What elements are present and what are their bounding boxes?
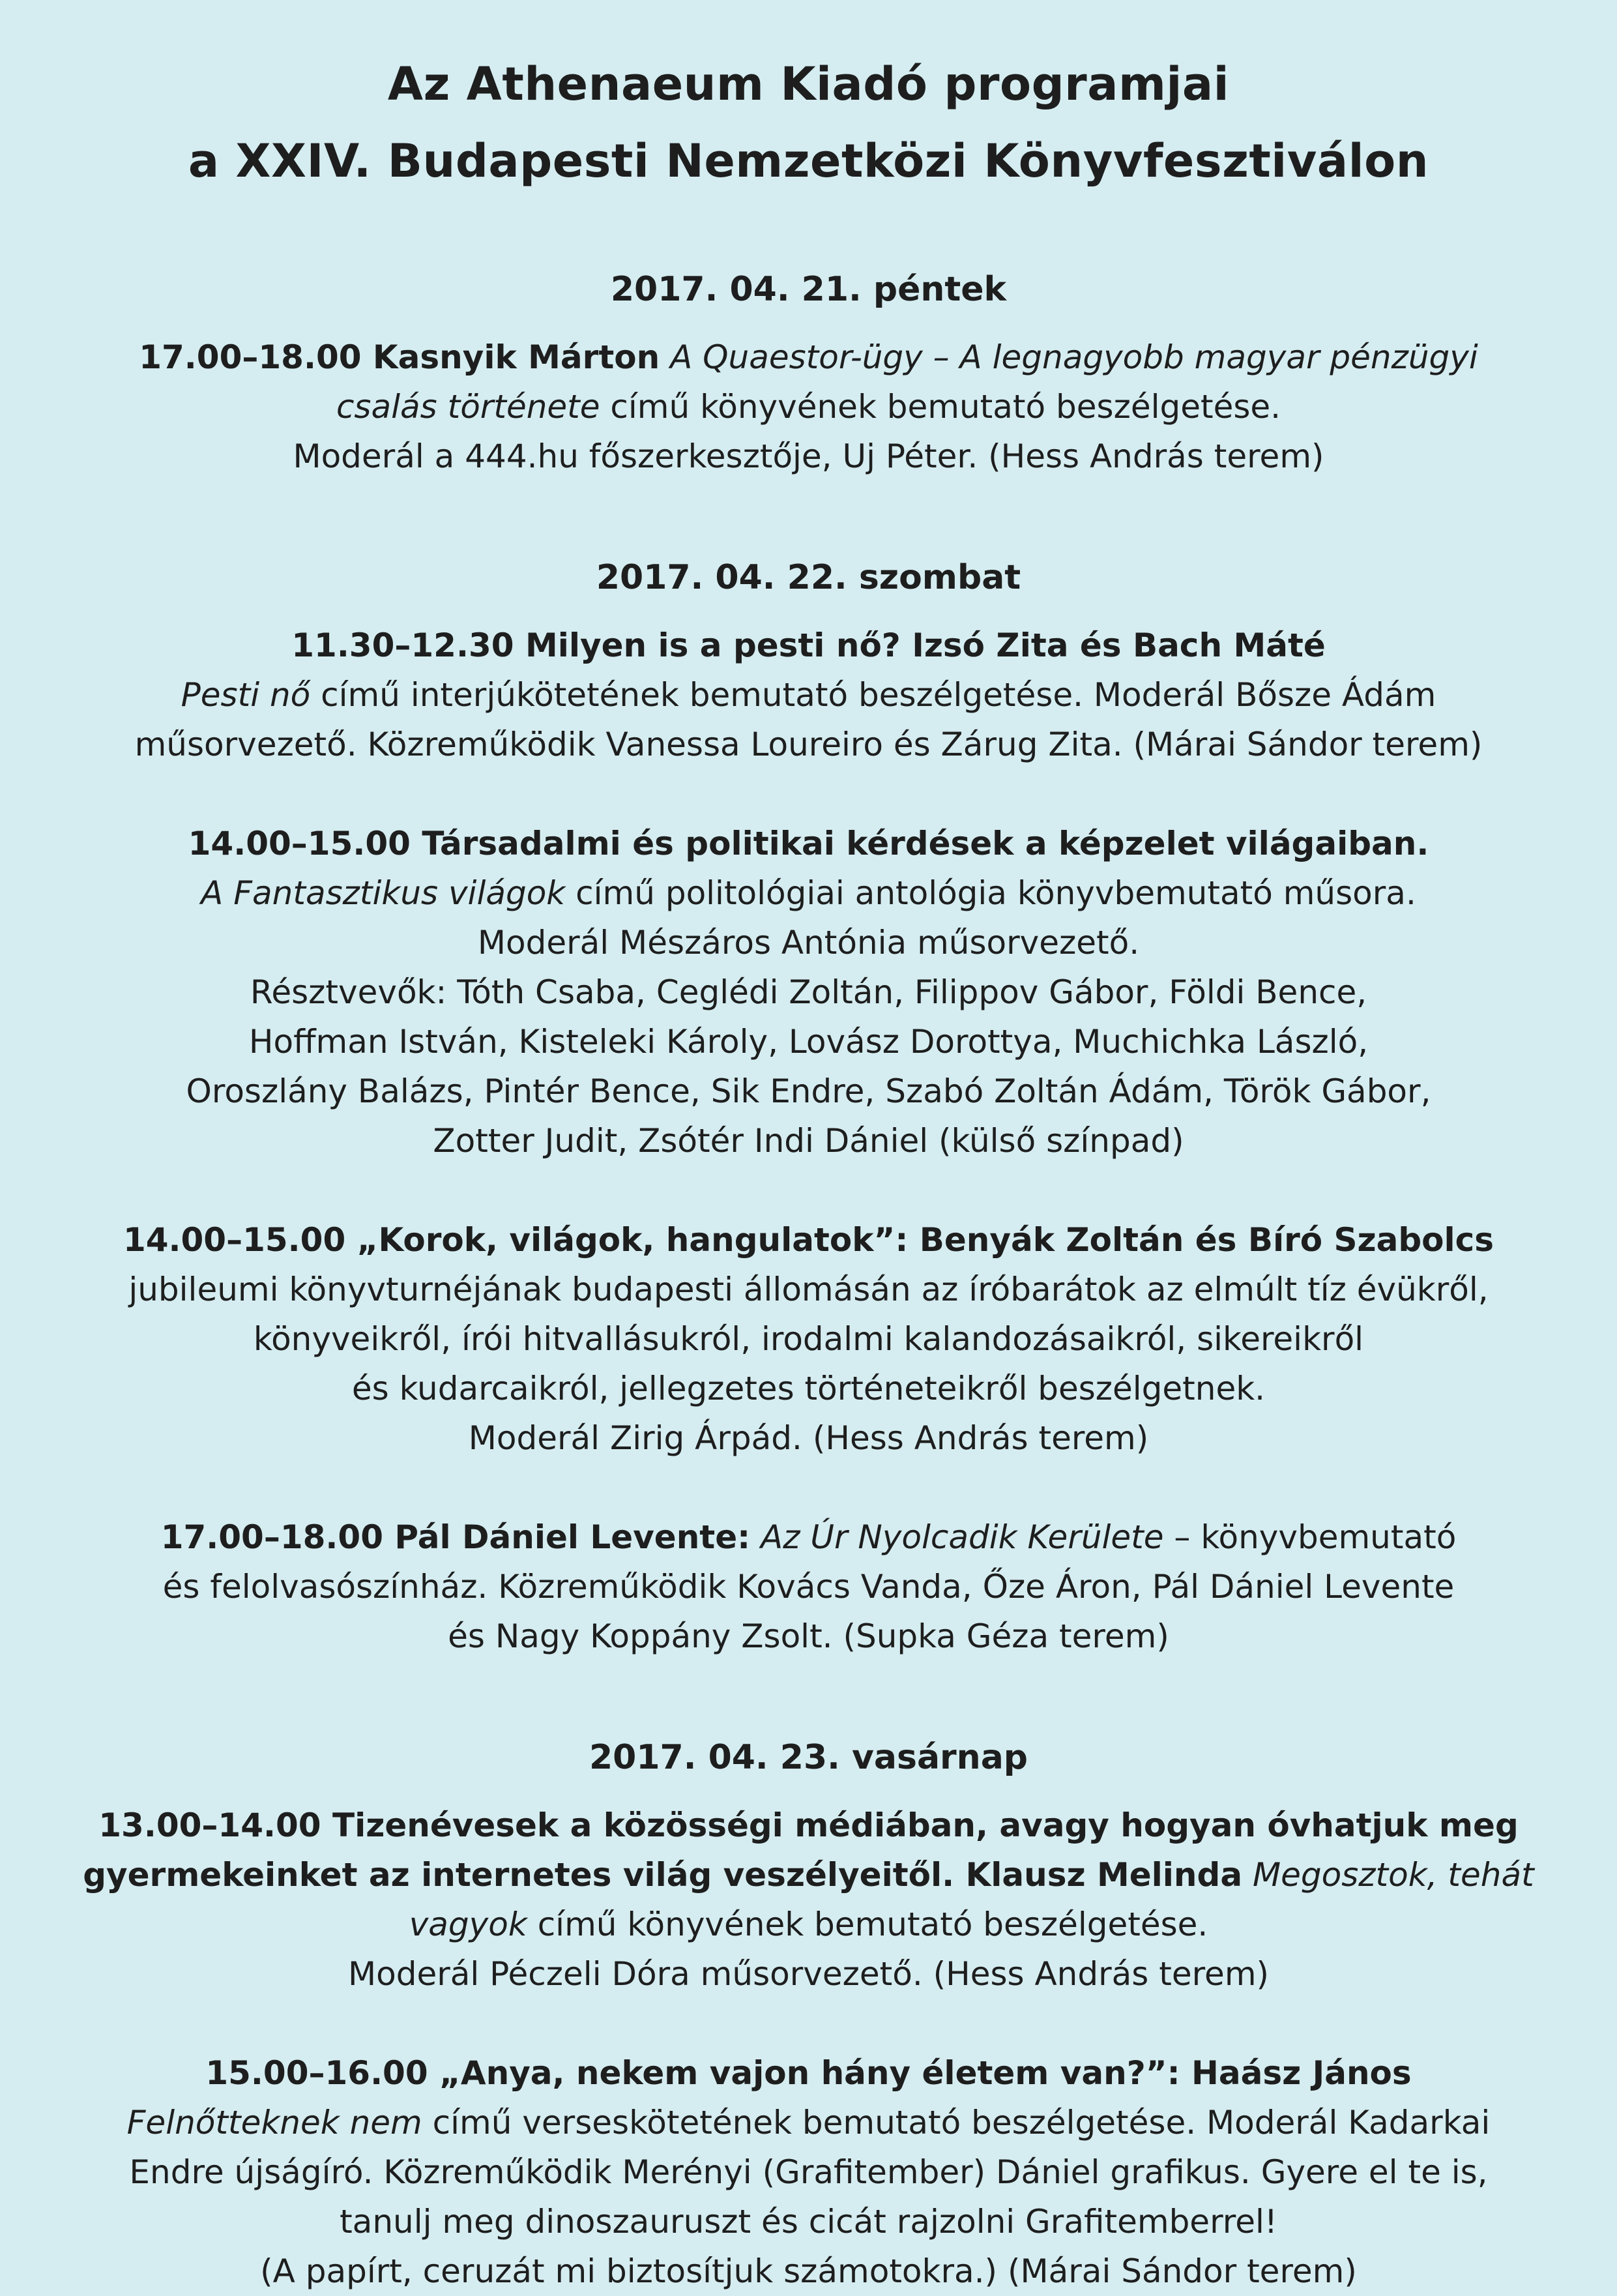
event-text-line [72,1265,1545,1314]
plain-text: Moderál a 444.hu főszerkesztője, Uj Péter. (Hess András terem) [293,437,1324,475]
event-text-line [72,1215,1545,1265]
plain-text: Moderál Mészáros Antónia műsorvezető. [477,924,1140,962]
page-title [72,46,1545,199]
program-event [72,1215,1545,1463]
event-text-line [72,1067,1545,1116]
event-text-line [72,868,1545,918]
program-event [72,621,1545,769]
event-text-line [72,332,1545,382]
day-section [72,265,1545,481]
plain-text: (A papírt, ceruzát mi biztosítjuk számotokra.) (Márai Sándor terem) [260,2252,1357,2290]
event-text-line [72,967,1545,1017]
plain-text: című könyvének bemutató beszélgetése. [527,1906,1208,1943]
bold-text: 11.30–12.30 Milyen is a pesti nő? Izsó Zita és Bach Máté [291,626,1326,664]
event-text-line [72,1900,1545,1949]
event-text-line [72,720,1545,769]
bold-text: 13.00–14.00 Tizenévesek a közösségi médiában, avagy hogyan óvhatjuk meg [98,1806,1519,1844]
event-text-line [72,621,1545,670]
bold-text: gyermekeinket az internetes világ veszélyeitől. Klausz Melinda [83,1856,1243,1894]
event-text-line [72,2098,1545,2147]
day-section [72,553,1545,1661]
event-text-line [72,2246,1545,2296]
event-text-line [72,382,1545,432]
plain-text: című könyvének bemutató beszélgetése. [600,388,1281,426]
day-heading: 2017. 04. 23. vasárnap [589,1738,1028,1777]
italic-title: A Quaestor-ügy – A legnagyobb magyar pénzügyi [670,338,1478,376]
plain-text: Hoffman István, Kisteleki Károly, Lovász Dorottya, Muchichka László, [248,1023,1369,1061]
title-line-1: Az Athenaeum Kiadó programjai [387,57,1230,111]
plain-text: és felolvasószínház. Közreműködik Kovács Vanda, Őze Áron, Pál Dániel Levente [162,1568,1455,1606]
event-text-line [72,1017,1545,1067]
program-event [72,1512,1545,1661]
bold-text: 17.00–18.00 Kasnyik Márton [139,338,660,376]
program-event [72,332,1545,481]
italic-title: Megosztok, tehát [1252,1856,1534,1894]
event-text-line [72,1364,1545,1413]
event-text-line [72,1512,1545,1562]
program-event [72,819,1545,1166]
plain-text: és Nagy Koppány Zsolt. (Supka Géza terem) [448,1617,1169,1655]
plain-text [750,1518,761,1556]
event-text-line [72,1562,1545,1612]
bold-text: 17.00–18.00 Pál Dániel Levente: [160,1518,751,1556]
event-text-line [72,1612,1545,1661]
event-text-line [72,2048,1545,2098]
event-text-line [72,2197,1545,2246]
plain-text [660,338,670,376]
plain-text: tanulj meg dinoszauruszt és cicát rajzolni Grafitemberrel! [340,2203,1277,2241]
program-event [72,2048,1545,2296]
plain-text: Moderál Péczeli Dóra műsorvezető. (Hess András terem) [347,1955,1270,1993]
plain-text: című interjúkötetének bemutató beszélgetése. Moderál Bősze Ádám [310,676,1436,714]
plain-text: – könyvbemutató [1163,1518,1457,1556]
plain-text: című politológiai antológia könyvbemutató műsora. [565,874,1416,912]
title-line-2: a XXIV. Budapesti Nemzetközi Könyvfesztiválon [188,134,1429,188]
plain-text: Oroszlány Balázs, Pintér Bence, Sik Endre, Szabó Zoltán Ádám, Török Gábor, [186,1072,1431,1110]
program-event [72,1801,1545,1999]
bold-text: 14.00–15.00 Társadalmi és politikai kérdések a képzelet világaiban. [188,825,1429,862]
event-text-line [72,1850,1545,1900]
event-text-line [72,432,1545,481]
day-heading: 2017. 04. 22. szombat [596,558,1021,597]
plain-text: Zotter Judit, Zsótér Indi Dániel (külső színpad) [433,1122,1184,1160]
event-text-line [72,819,1545,868]
plain-text: című verseskötetének bemutató beszélgetése. Moderál Kadarkai [422,2104,1491,2141]
bold-text: 14.00–15.00 „Korok, világok, hangulatok”: Benyák Zoltán és Bíró Szabolcs [123,1221,1494,1259]
plain-text: jubileumi könyvturnéjának budapesti állomásán az íróbarátok az elmúlt tíz évükről, [128,1271,1489,1308]
italic-title: vagyok [409,1906,527,1943]
italic-title: Pesti nő [181,676,311,714]
bold-text: 15.00–16.00 „Anya, nekem vajon hány életem van?”: Haász János [205,2054,1412,2092]
event-text-line [72,1801,1545,1850]
plain-text: Endre újságíró. Közreműködik Merényi (Grafitember) Dániel grafikus. Gyere el te is, [129,2153,1488,2191]
plain-text [1242,1856,1253,1894]
event-text-line [72,918,1545,967]
event-text-line [72,1314,1545,1364]
italic-title: A Fantasztikus világok [201,874,566,912]
event-text-line [72,1116,1545,1166]
italic-title: csalás története [336,388,600,426]
plain-text: műsorvezető. Közreműködik Vanessa Loureiro és Zárug Zita. (Márai Sándor terem) [134,726,1483,763]
italic-title: Felnőtteknek nem [126,2104,422,2141]
event-text-line [72,1949,1545,1999]
schedule [72,265,1545,2296]
event-text-line [72,670,1545,720]
day-section [72,1733,1545,2296]
event-text-line [72,1413,1545,1463]
plain-text: Résztvevők: Tóth Csaba, Ceglédi Zoltán, Filippov Gábor, Földi Bence, [250,973,1367,1011]
event-text-line [72,2147,1545,2197]
plain-text: és kudarcaikról, jellegzetes történeteikről beszélgetnek. [351,1370,1266,1407]
plain-text: könyveikről, írói hitvallásukról, irodalmi kalandozásaikról, sikereikről [253,1320,1364,1358]
plain-text: Moderál Zirig Árpád. (Hess András terem) [468,1419,1149,1457]
day-heading: 2017. 04. 21. péntek [610,270,1007,309]
italic-title: Az Úr Nyolcadik Kerülete [761,1518,1164,1556]
